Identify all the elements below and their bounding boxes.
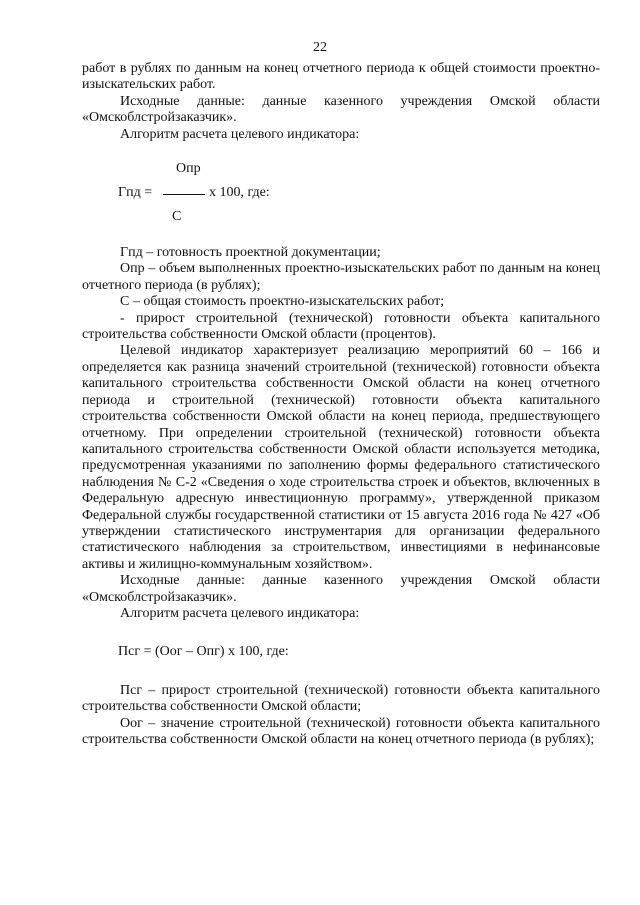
paragraph-algorithm-2: Алгоритм расчета целевого индикатора: xyxy=(120,605,360,621)
paragraph-algorithm: Алгоритм расчета целевого индикатора: xyxy=(120,126,360,142)
formula-gpd xyxy=(82,155,600,231)
paragraph-indicator: Целевой индикатор характеризует реализацию мероприятий 60 – 166 и определяется как разница значений строительной (технической) готовности объекта капитального строительства собственности Омской области на конец отчетного периода и строительной (технической) готовности объекта капитального строительства собственности Омской области на конец периода, предшествующего отчетному. При определении строительной (технической) готовности объекта капитального строительства собственности Омской области используется методика, предусмотренная указаниями по заполнению формы федерального статистического наблюдения № С-2 «Сведения о ходе строительства строек и объектов, включенных в Федеральную адресную инвестиционную программу», утвержденной приказом Федеральной службы государственной статистики от 15 августа 2016 года № 427 «Об утверждении статистического инструментария для организации федерального статистического наблюдения за строительством, инвестициями в нефинансовые активы и жилищно-коммунальным хозяйством». xyxy=(82,343,600,572)
formula-lhs: Гпд = xyxy=(118,185,153,201)
page-number: 22 xyxy=(313,40,327,55)
definition-oog: Оог – значение строительной (технической) готовности объекта капитального строительства собственности Омской области на конец отчетного периода (в рублях); xyxy=(82,715,600,747)
formula-tail: х 100, где: xyxy=(209,185,270,201)
formula-psg: Псг = (Оог – Опг) х 100, где: xyxy=(118,644,289,660)
paragraph-source-data: Исходные данные: данные казенного учреждения Омской области «Омскоблстройзаказчик». xyxy=(82,93,600,126)
definition-gpd: Гпд – готовность проектной документации; xyxy=(120,245,381,261)
fraction-bar xyxy=(163,194,205,195)
paragraph-source-data-2: Исходные данные: данные казенного учреждения Омской области «Омскоблстройзаказчик». xyxy=(82,573,600,605)
definition-opr: Опр – объем выполненных проектно-изыскательских работ по данным на конец отчетного периода (в рублях); xyxy=(82,261,600,293)
formula-numerator: Опр xyxy=(176,161,201,177)
paragraph-continuation: работ в рублях по данным на конец отчетного периода к общей стоимости проектно-изыскательских работ. xyxy=(82,61,600,93)
formula-denominator: С xyxy=(172,209,182,225)
definition-psg: Псг – прирост строительной (технической) готовности объекта капитального строительства собственности Омской области; xyxy=(82,682,600,715)
definition-growth: - прирост строительной (технической) готовности объекта капитального строительства собственности Омской области (процентов). xyxy=(82,310,600,343)
body-text xyxy=(82,61,600,748)
definition-c: С – общая стоимость проектно-изыскательских работ; xyxy=(120,294,445,310)
